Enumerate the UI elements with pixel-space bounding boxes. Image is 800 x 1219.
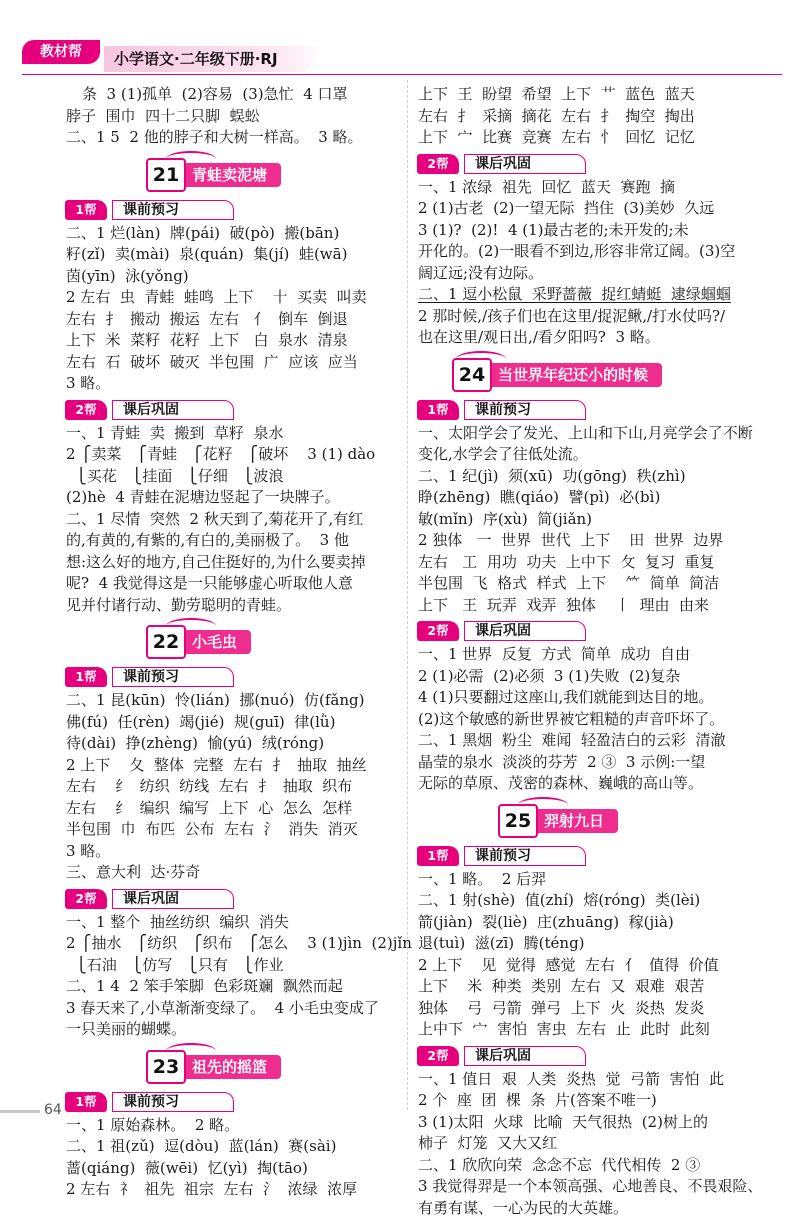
answer-line: 柿子 灯笼 又大又红 [418, 1133, 762, 1155]
answer-line: 条 3 (1)孤单 (2)容易 (3)急忙 4 口罩 [66, 84, 396, 106]
section-tag: 1帮 [417, 846, 459, 866]
answer-line: ⎩石油 ⎩仿写 ⎩只有 ⎩作业 [66, 955, 396, 977]
answer-line: 呢? 4 我觉得这是一只能够虚心听取他人意 [66, 573, 396, 595]
section-pre-study [66, 1089, 396, 1115]
answer-line: 一只美丽的蝴蝶。 [66, 1019, 396, 1041]
answer-line: (2)hè 4 青蛙在泥塘边竖起了一块牌子。 [66, 487, 396, 509]
section-label: 课前预习 [464, 400, 586, 420]
lesson-title: 当世界年纪还小的时候 [484, 363, 662, 387]
left-column [66, 84, 396, 1201]
section-label: 课前预习 [112, 667, 234, 687]
answer-line: 变化,水学会了往低处流。 [418, 444, 762, 466]
answer-line: 一、1 世界 反复 方式 简单 成功 自由 [418, 644, 762, 666]
answer-line: 2 ⎧卖菜 ⎧青蛙 ⎧花籽 ⎧破坏 3 (1) dào [66, 444, 396, 466]
lesson-number: 23 [146, 1050, 186, 1084]
answer-line: 2 (1)必需 (2)必须 3 (1)失败 (2)复杂 [418, 666, 762, 688]
section-tag: 2帮 [417, 621, 459, 641]
section-tag: 2帮 [65, 889, 107, 909]
lesson-number: 21 [146, 158, 186, 192]
footer-bar [0, 1110, 40, 1113]
book-title: 小学语文·二年级下册·RJ [114, 46, 278, 72]
answer-line: 独体 弓 弓箭 弹弓 上下 火 炎热 发炎 [418, 998, 762, 1020]
answer-line: 2 (1)古老 (2)一望无际 挡住 (3)美妙 久远 [418, 198, 762, 220]
answer-line: 阔辽远;没有边际。 [418, 263, 762, 285]
answer-line: 见并付诸行动、勤劳聪明的青蛙。 [66, 595, 396, 617]
lesson-23-header [66, 1041, 396, 1087]
section-review [418, 618, 762, 644]
section-pre-study [66, 664, 396, 690]
answer-line: 一、1 整个 抽丝纺织 编织 消失 [66, 912, 396, 934]
section-tag: 1帮 [65, 667, 107, 687]
answer-line: 左右 纟 编织 编写 上下 心 怎么 怎样 [66, 798, 396, 820]
right-column [418, 84, 762, 1219]
answer-line: 2 个 座 团 棵 条 片(答案不唯一) [418, 1090, 762, 1112]
answer-line: 一、1 青蛙 卖 搬到 草籽 泉水 [66, 423, 396, 445]
answer-line: 睁(zhēng) 瞧(qiáo) 譬(pì) 必(bì) [418, 487, 762, 509]
answer-line: 想:这么好的地方,自己住挺好的,为什么要卖掉 [66, 552, 396, 574]
section-review [66, 886, 396, 912]
lesson-22-header [66, 616, 396, 662]
section-pre-study [418, 397, 762, 423]
answer-line: ⎩买花 ⎩挂面 ⎩仔细 ⎩波浪 [66, 466, 396, 488]
answer-line: 上下 米 种类 类别 左右 又 艰难 艰苦 [418, 976, 762, 998]
answer-line: 二、1 尽情 突然 2 秋天到了,菊花开了,有红 [66, 509, 396, 531]
answer-line: 箭(jiàn) 裂(liè) 庄(zhuāng) 稼(jià) [418, 912, 762, 934]
answer-line: 佛(fú) 任(rèn) 竭(jié) 规(guī) 律(lǜ) [66, 712, 396, 734]
answer-line: 籽(zǐ) 卖(mài) 泉(quán) 集(jí) 蛙(wā) [66, 244, 396, 266]
answer-line: 蔷(qiáng) 薇(wēi) 忆(yì) 掏(tāo) [66, 1158, 396, 1180]
answer-line: 二、1 欣欣向荣 念念不忘 代代相传 2 ③ [418, 1155, 762, 1177]
answer-line: 左右 工 用功 功夫 上中下 攵 复习 重复 [418, 552, 762, 574]
answer-line: 无际的草原、茂密的森林、巍峨的高山等。 [418, 773, 762, 795]
answer-line: 敏(mǐn) 序(xù) 简(jiǎn) [418, 509, 762, 531]
answer-line: 二、1 射(shè) 值(zhí) 熔(róng) 类(lèi) [418, 890, 762, 912]
answer-line: (2)这个敏感的新世界被它粗糙的声音吓坏了。 [418, 709, 762, 731]
answer-line: 3 春天来了,小草渐渐变绿了。 4 小毛虫变成了 [66, 998, 396, 1020]
lesson-title: 祖先的摇篮 [178, 1055, 281, 1079]
answer-line: 2 左右 礻 祖先 祖宗 左右 氵 浓绿 浓厚 [66, 1179, 396, 1201]
answer-line: 左右 纟 纺织 纺线 左右 扌 抽取 织布 [66, 776, 396, 798]
answer-line: 2 独体 一 世界 世代 上下 田 世界 边界 [418, 530, 762, 552]
answer-line: 二、1 4 2 笨手笨脚 色彩斑斓 飘然而起 [66, 976, 396, 998]
answer-line: 上下 宀 比赛 竞赛 左右 忄 回忆 记忆 [418, 127, 762, 149]
answer-line: 上下 王 盼望 希望 上下 艹 蓝色 蓝天 [418, 84, 762, 106]
answer-line: 3 (1)? (2)! 4 (1)最古老的;未开发的;未 [418, 220, 762, 242]
answer-line: 上下 王 玩弄 戏弄 独体 丨 理由 由来 [418, 595, 762, 617]
answer-line: 也在这里/观日出,/看夕阳吗? 3 略。 [418, 327, 762, 349]
lesson-title: 小毛虫 [178, 630, 251, 654]
answer-line: 一、1 原始森林。 2 略。 [66, 1115, 396, 1137]
lesson-number: 25 [498, 804, 538, 838]
answer-line: 二、1 烂(làn) 牌(pái) 破(pò) 搬(bān) [66, 223, 396, 245]
lesson-number: 22 [146, 625, 186, 659]
answer-line: 退(tuì) 滋(zī) 腾(téng) [418, 933, 762, 955]
answer-line: 二、1 黑烟 粉尘 难闻 轻盈洁白的云彩 清澈 [418, 730, 762, 752]
lesson-24-header [418, 349, 762, 395]
section-review [66, 397, 396, 423]
answer-line: 上中下 宀 害怕 害虫 左右 止 此时 此刻 [418, 1019, 762, 1041]
answer-line: 3 略。 [66, 841, 396, 863]
answer-line: 脖子 围巾 四十二只脚 蜈蚣 [66, 106, 396, 128]
answer-line: 一、1 略。 2 后羿 [418, 869, 762, 891]
answer-line: 茵(yīn) 泳(yǒng) [66, 266, 396, 288]
answer-line: 三、意大利 达·芬奇 [66, 862, 396, 884]
section-pre-study [418, 843, 762, 869]
column-divider [407, 80, 408, 1110]
answer-line: 上下 米 菜籽 花籽 上下 白 泉水 清泉 [66, 330, 396, 352]
answer-line: 一、太阳学会了发光、上山和下山,月亮学会了不断 [418, 423, 762, 445]
answer-line: 2 上下 夂 整体 完整 左右 扌 抽取 抽丝 [66, 755, 396, 777]
answer-line: 3 略。 [66, 373, 396, 395]
section-label: 课前预习 [112, 1092, 234, 1112]
section-label: 课后巩固 [464, 621, 586, 641]
header-divider [22, 74, 782, 75]
answer-line: 二、1 昆(kūn) 怜(lián) 挪(nuó) 仿(fǎng) [66, 690, 396, 712]
section-tag: 1帮 [65, 200, 107, 220]
answer-line: 左右 扌 搬动 搬运 左右 亻 倒车 倒退 [66, 309, 396, 331]
section-pre-study [66, 197, 396, 223]
section-label: 课前预习 [112, 200, 234, 220]
section-label: 课前预习 [464, 846, 586, 866]
answer-line: 2 左右 虫 青蛙 蛙鸣 上下 十 买卖 叫卖 [66, 287, 396, 309]
answer-line: 一、1 值日 艰 人类 炎热 觉 弓箭 害怕 此 [418, 1069, 762, 1091]
answer-line: 2 ⎧抽水 ⎧纺织 ⎧织布 ⎧怎么 3 (1)jìn (2)jǐn [66, 933, 396, 955]
section-tag: 2帮 [65, 400, 107, 420]
section-tag: 2帮 [417, 154, 459, 174]
answer-line: 一、1 浓绿 祖先 回忆 蓝天 赛跑 摘 [418, 177, 762, 199]
answer-line: 的,有黄的,有紫的,有白的,美丽极了。 3 他 [66, 530, 396, 552]
answer-line: 二、1 纪(jì) 须(xū) 功(gōng) 秩(zhì) [418, 466, 762, 488]
lesson-number: 24 [452, 358, 492, 392]
answer-line: 二、1 逗小松鼠 采野蔷薇 捉红蜻蜓 逮绿蝈蝈 [418, 284, 762, 306]
section-label: 课后巩固 [464, 1046, 586, 1066]
answer-line: 待(dài) 挣(zhèng) 愉(yú) 绒(róng) [66, 733, 396, 755]
answer-line: 半包围 飞 格式 样式 上下 ⺮ 简单 简洁 [418, 573, 762, 595]
answer-line: 2 上下 见 觉得 感觉 左右 亻 值得 价值 [418, 955, 762, 977]
lesson-25-header [418, 795, 762, 841]
lesson-title: 羿射九日 [530, 809, 618, 833]
section-review [418, 1043, 762, 1069]
answer-line: 4 (1)只要翻过这座山,我们就能到达目的地。 [418, 687, 762, 709]
book-badge: 教材帮 [22, 40, 100, 64]
answer-line: 开化的。(2)一眼看不到边,形容非常辽阔。(3)空 [418, 241, 762, 263]
answer-line: 半包围 巾 布匹 公布 左右 氵 消失 消灭 [66, 819, 396, 841]
section-label: 课后巩固 [112, 889, 234, 909]
answer-line: 左右 石 破坏 破灭 半包围 广 应该 应当 [66, 352, 396, 374]
page-number: 64 [44, 1100, 62, 1122]
section-tag: 2帮 [417, 1046, 459, 1066]
lesson-title: 青蛙卖泥塘 [178, 163, 281, 187]
answer-line: 二、1 祖(zǔ) 逗(dòu) 蓝(lán) 赛(sài) [66, 1136, 396, 1158]
answer-line: 3 (1)太阳 火球 比喻 天气很热 (2)树上的 [418, 1112, 762, 1134]
section-tag: 1帮 [417, 400, 459, 420]
answer-line: 有勇有谋、一心为民的大英雄。 [418, 1198, 762, 1219]
answer-line: 二、1 5 2 他的脖子和大树一样高。 3 略。 [66, 127, 396, 149]
answer-line: 2 那时候,/孩子们也在这里/捉泥鳅,/打水仗吗?/ [418, 306, 762, 328]
lesson-21-header [66, 149, 396, 195]
answer-line: 3 我觉得羿是一个本领高强、心地善良、不畏艰险、 [418, 1176, 762, 1198]
section-tag: 1帮 [65, 1092, 107, 1112]
answer-line: 左右 扌 采摘 摘花 左右 扌 掏空 掏出 [418, 106, 762, 128]
section-label: 课后巩固 [112, 400, 234, 420]
section-review [418, 151, 762, 177]
section-label: 课后巩固 [464, 154, 586, 174]
answer-line: 晶莹的泉水 淡淡的芬芳 2 ③ 3 示例:一望 [418, 752, 762, 774]
